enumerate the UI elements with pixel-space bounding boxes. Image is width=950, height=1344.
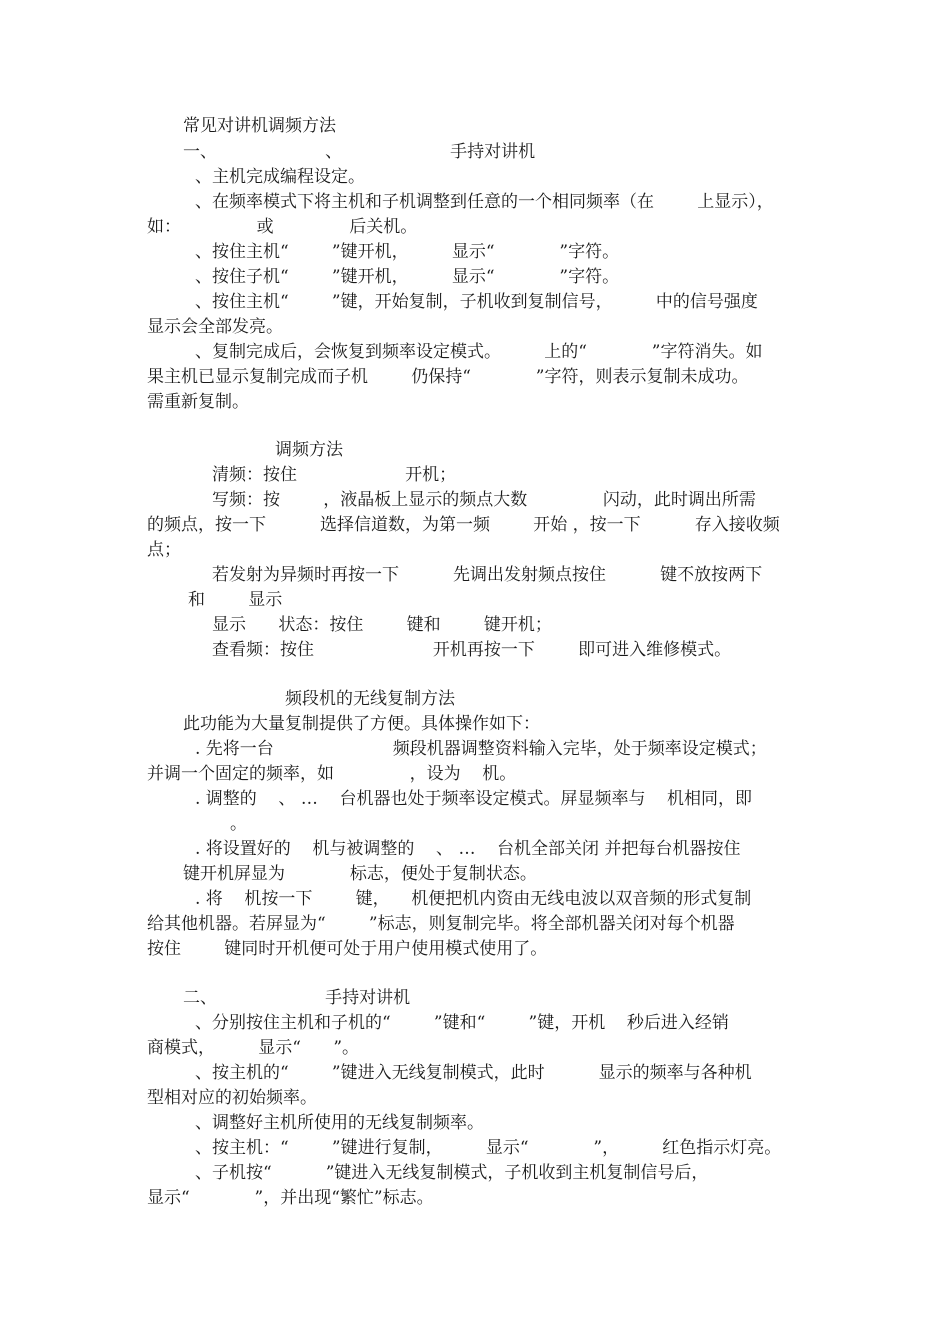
section1-step: 、按住主机“ ”键，开始复制，子机收到复制信号， 中的信号强度 bbox=[195, 292, 758, 312]
tuning-line: 清频：按住 开机； bbox=[212, 465, 457, 485]
wireless-line: 。 bbox=[230, 814, 247, 834]
section1-step: 、按住子机“ ”键开机， 显示“ ”字符。 bbox=[195, 267, 620, 287]
document-title: 常见对讲机调频方法 bbox=[183, 116, 336, 136]
wireless-intro: 此功能为大量复制提供了方便。具体操作如下： bbox=[183, 714, 540, 734]
section1-step: 、复制完成后，会恢复到频率设定模式。 上的“ ”字符消失。如 bbox=[195, 342, 763, 362]
wireless-line: . 将设置好的 机与被调整的 、 … 台机全部关闭 并把每台机器按住 bbox=[195, 839, 741, 859]
tuning-line: 点； bbox=[147, 540, 181, 560]
wireless-heading: 频段机的无线复制方法 bbox=[285, 689, 455, 709]
tuning-line: 写频：按 ，液晶板上显示的频点大数 闪动，此时调出所需 bbox=[212, 490, 756, 510]
tuning-line: 显示 状态：按住 键和 键开机； bbox=[212, 615, 552, 635]
wireless-line: 按住 键同时开机便可处于用户使用模式使用了。 bbox=[147, 939, 548, 959]
section1-step: 需重新复制。 bbox=[147, 392, 249, 412]
section1-step: 果主机已显示复制完成而子机 仍保持“ ”字符，则表示复制未成功。 bbox=[147, 367, 749, 387]
section2-line: 、子机按“ ”键进入无线复制模式，子机收到主机复制信号后， bbox=[195, 1163, 709, 1183]
wireless-line: 键开机屏显为 标志，便处于复制状态。 bbox=[183, 864, 537, 884]
section1-step: 、主机完成编程设定。 bbox=[195, 167, 365, 187]
section1-heading: 一、 、 手持对讲机 bbox=[183, 142, 536, 162]
section2-line: 型相对应的初始频率。 bbox=[147, 1088, 317, 1108]
wireless-line: . 先将一台 频段机器调整资料输入完毕，处于频率设定模式； bbox=[195, 739, 767, 759]
tuning-line: 若发射为异频时再按一下 先调出发射频点按住 键不放按两下 bbox=[212, 565, 763, 585]
section2-line: 显示“ ”，并出现“繁忙”标志。 bbox=[147, 1188, 434, 1208]
section2-line: 、按主机：“ ”键进行复制， 显示“ ”， 红色指示灯亮。 bbox=[195, 1138, 782, 1158]
section1-step: 如： 或 后关机。 bbox=[147, 217, 418, 237]
tuning-line: 的频点，按一下 选择信道数，为第一频 开始 ，按一下 存入接收频 bbox=[147, 515, 780, 535]
section2-line: 商模式， 显示“ ”。 bbox=[147, 1038, 360, 1058]
section1-step: 、按住主机“ ”键开机， 显示“ ”字符。 bbox=[195, 242, 620, 262]
section1-step: 、在频率模式下将主机和子机调整到任意的一个相同频率（在 上显示）， bbox=[195, 192, 774, 212]
section1-step: 显示会全部发亮。 bbox=[147, 317, 283, 337]
wireless-line: . 调整的 、 … 台机器也处于频率设定模式。屏显频率与 机相同，即 bbox=[195, 789, 753, 809]
section2-heading: 二、 手持对讲机 bbox=[183, 988, 411, 1008]
tuning-heading: 调频方法 bbox=[275, 440, 343, 460]
wireless-line: 并调一个固定的频率，如 ，设为 机。 bbox=[147, 764, 517, 784]
tuning-line: 查看频：按住 开机再按一下 即可进入维修模式。 bbox=[212, 640, 732, 660]
section2-line: 、按主机的“ ”键进入无线复制模式，此时 显示的频率与各种机 bbox=[195, 1063, 752, 1083]
tuning-line: 和 显示 bbox=[188, 590, 283, 610]
wireless-line: 给其他机器。若屏显为“ ”标志，则复制完毕。将全部机器关闭对每个机器 bbox=[147, 914, 735, 934]
section2-line: 、分别按住主机和子机的“ ”键和“ ”键，开机 秒后进入经销 bbox=[195, 1013, 729, 1033]
wireless-line: . 将 机按一下 键， 机便把机内资由无线电波以双音频的形式复制 bbox=[195, 889, 752, 909]
section2-line: 、调整好主机所使用的无线复制频率。 bbox=[195, 1113, 484, 1133]
